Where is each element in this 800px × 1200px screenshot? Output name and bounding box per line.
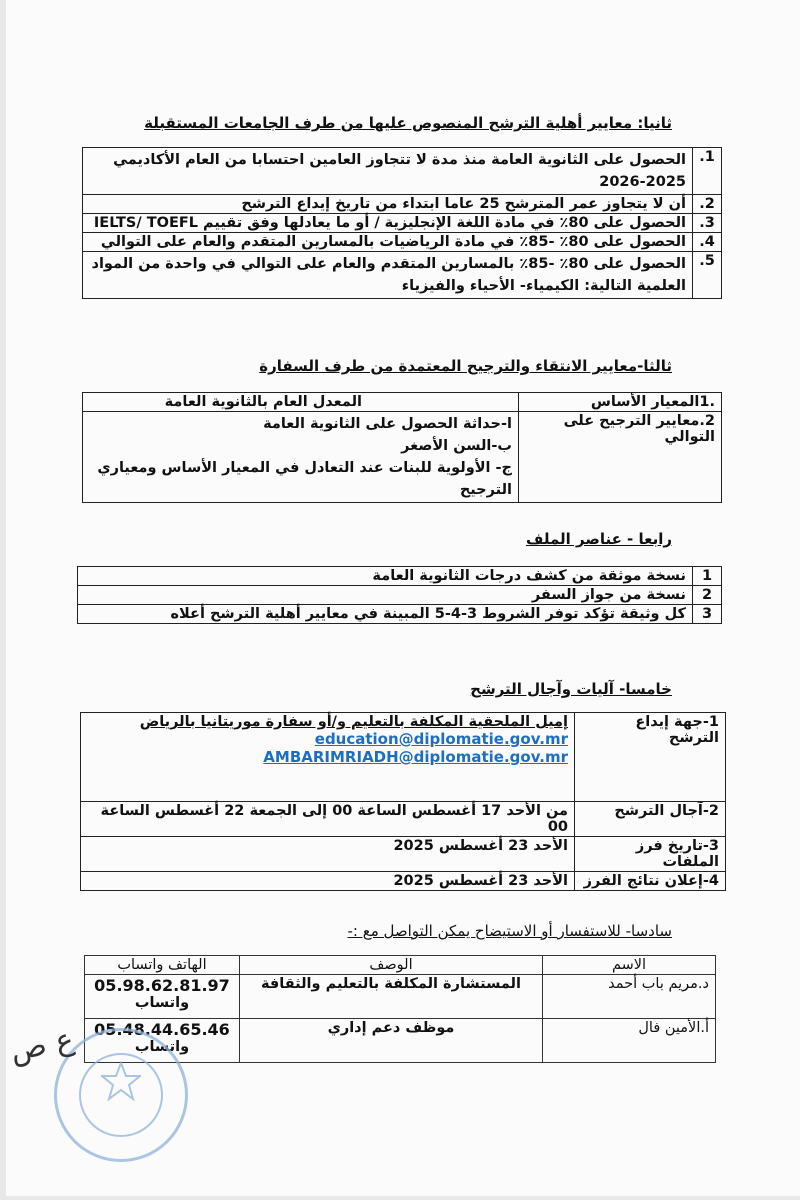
criterion-line: ب-السن الأصغر [401,438,512,454]
header-phone: الهاتف واتساب [85,956,240,975]
item-number: 2 [693,586,722,605]
criterion-line: ا-حداثة الحصول على الثانوية العامة [263,416,512,432]
item-number: 4. [693,233,722,252]
item-number: 5. [693,252,722,299]
contact-description: المستشارة المكلفة بالتعليم والثقافة [240,975,543,1019]
handwritten-signature: ع ص [7,1021,77,1070]
mechanism-label: 3-تاريخ فرز الملفات [575,837,726,872]
table-row [83,252,722,299]
section2-title: ثانيا: معايير أهلية الترشح المنصوص عليها من طرف الجامعات المستقبلة [144,114,672,132]
item-number: 1 [693,567,722,586]
section4-title: رابعا - عناصر الملف [525,530,672,548]
criterion-value [83,412,519,503]
table-row [83,195,722,214]
file-elements-table [77,566,722,624]
contact-name: أ.الأمين فال [543,1019,716,1063]
item-text: نسخة موثقة من كشف درجات الثانوية العامة [78,567,693,586]
table-row [81,872,726,891]
item-text: الحصول على 80٪ -85٪ بالمسارين المتقدم والعام على التوالي في واحدة من المواد العلمية التالية: الكيمياء- الأحياء والفيزياء [83,252,693,299]
item-number: 2. [693,195,722,214]
table-row [81,802,726,837]
item-text: الحصول على 80٪ -85٪ في مادة الرياضيات بالمسارين المتقدم والعام على التوالي [83,233,693,252]
table-row [85,975,716,1019]
table-row [78,605,722,624]
mechanism-value: الأحد 23 أغسطس 2025 [81,837,575,872]
table-row [83,214,722,233]
mechanism-label: 4-إعلان نتائج الفرز [575,872,726,891]
email-link[interactable]: education@diplomatie.gov.mr [314,730,568,748]
item-text: الحصول على الثانوية العامة منذ مدة لا تتجاوز العامين احتسابا من العام الأكاديمي 2025-2026 [83,148,693,195]
criterion-value [83,393,519,412]
eligibility-table [82,147,722,299]
contact-phone: 05.48.44.65.46 [94,1020,230,1039]
table-row [81,837,726,872]
item-number: 3. [693,214,722,233]
mechanism-value [81,713,575,802]
table-row [83,393,722,412]
mechanism-label: 1-جهة إيداع الترشح [575,713,726,802]
application-mechanism-table [80,712,726,891]
section5-title: خامسا- آليات وآجال الترشح [470,680,672,698]
contact-phone: 05.98.62.81.97 [94,976,230,995]
item-number: 1. [693,148,722,195]
criterion-label: 2.معايير الترجيح على التوالي [519,412,722,503]
criterion-label: .1المعيار الأساس [519,393,722,412]
mechanism-value: من الأحد 17 أغسطس الساعة 00 إلى الجمعة 22 أغسطس الساعة 00 [81,802,575,837]
table-row [78,567,722,586]
table-row [83,412,722,503]
section3-title: ثالثا-معايير الانتقاء والترجيح المعتمدة من طرف السفارة [259,357,672,375]
table-row [83,148,722,195]
section6-title: سادسا- للاستفسار أو الاستيضاح يمكن التواصل مع :- [347,922,672,940]
table-row [83,233,722,252]
item-text: كل وثيقة تؤكد توفر الشروط 3-4-5 المبينة في معايير أهلية الترشح أعلاه [78,605,693,624]
contact-name: د.مريم باب أحمد [543,975,716,1019]
contact-whatsapp-label: واتساب [134,995,190,1011]
contact-phone-cell [85,975,240,1019]
mechanism-value: الأحد 23 أغسطس 2025 [81,872,575,891]
table-row [78,586,722,605]
document-page [6,0,800,1196]
item-text: الحصول على 80٪ في مادة اللغة الإنجليزية / أو ما يعادلها وفق تقييم IELTS/ TOEFL [83,214,693,233]
header-description: الوصف [240,956,543,975]
contact-whatsapp-label: واتساب [134,1039,190,1055]
star-emblem-icon [101,1061,141,1101]
contact-description: موظف دعم إداري [240,1019,543,1063]
header-name: الاسم [543,956,716,975]
item-text: نسخة من جواز السفر [78,586,693,605]
table-header-row [85,956,716,975]
submission-text: إميل الملحقية المكلفة بالتعليم و/أو سفارة موريتانيا بالرياض [139,714,568,730]
criterion-line: ج- الأولوية للبنات عند التعادل في المعيار الأساس ومعياري الترجيح [97,460,512,498]
table-row [81,713,726,802]
item-text: أن لا يتجاوز عمر المترشح 25 عاما ابتداء من تاريخ إيداع الترشح [83,195,693,214]
contacts-table [84,955,716,1063]
selection-criteria-table [82,392,722,503]
mechanism-label: 2-آجال الترشح [575,802,726,837]
criterion-line: المعدل العام بالثانوية العامة [164,394,362,410]
table-row [85,1019,716,1063]
item-number: 3 [693,605,722,624]
email-link[interactable]: AMBARIMRIADH@diplomatie.gov.mr [263,748,568,766]
